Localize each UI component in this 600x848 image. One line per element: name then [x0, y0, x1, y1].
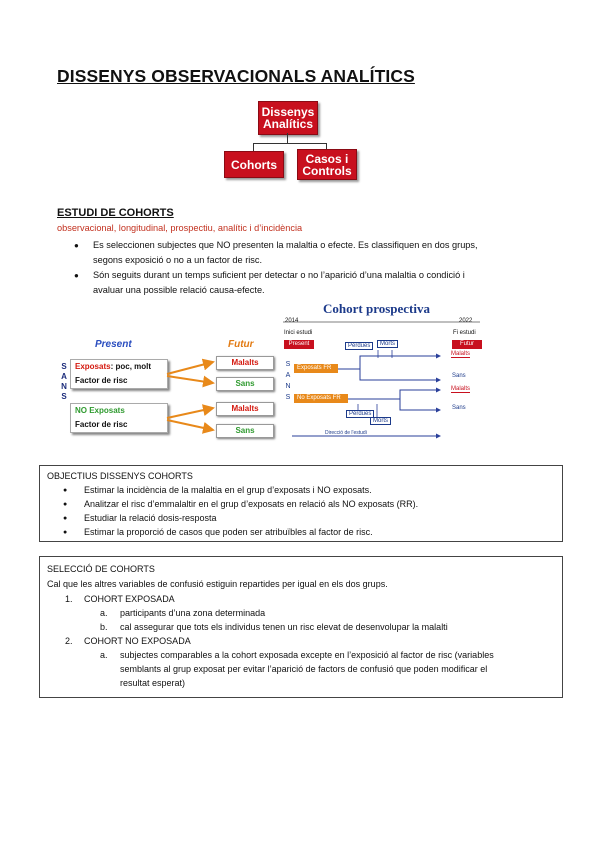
exposats-label: Exposats	[75, 362, 111, 371]
group-2a-mark: a.	[100, 650, 108, 660]
sans-letter: A	[285, 372, 291, 379]
bullet-dot: ●	[63, 501, 68, 508]
present-label: Present	[95, 339, 132, 350]
estudi-subtitle: observacional, longitudinal, prospectiu, analític i d’incidència	[57, 223, 303, 233]
year-left: 2014	[285, 318, 299, 324]
sans-letter: N	[61, 382, 67, 391]
sans-letter: A	[61, 372, 67, 381]
futur-tag: Futur	[452, 340, 482, 349]
exposats-rest: : poc, molt	[110, 362, 152, 371]
estudi-bullet-cont: segons exposició o no a un factor de risc.	[93, 255, 263, 265]
estudi-bullet-cont: avaluar una possible relació causa-efecte.	[93, 285, 265, 295]
morts-2: Morts	[370, 417, 391, 425]
right-malalts-1: Malalts	[451, 351, 471, 357]
right-malalts-2: Malalts	[451, 386, 471, 392]
no-exposats-label: NO Exposats	[75, 406, 125, 415]
objectius-item: Analitzar el risc d’emmalaltir en el grup d’exposats en relació als NO exposats (RR).	[84, 499, 419, 509]
present-tag: Present	[284, 340, 314, 349]
outcome-malalts-1: Malalts	[216, 356, 274, 370]
fi-estudi: Fi estudi	[453, 330, 476, 336]
bullet-dot: ●	[63, 487, 68, 494]
group-1-number: 1.	[65, 594, 73, 604]
estudi-bullet: ● Es seleccionen subjectes que NO presenten la malaltia o efecte. Es classifiquen en dos grups,	[57, 238, 577, 253]
org-right-label: Casos i Controls	[302, 151, 352, 178]
right-sans-1: Sans	[452, 373, 466, 379]
estudi-heading: ESTUDI DE COHORTS	[57, 207, 174, 219]
objectius-heading: OBJECTIUS DISSENYS COHORTS	[47, 471, 193, 481]
perdues-1: Pèrdues	[345, 342, 373, 350]
page-title: DISSENYS OBSERVACIONALS ANALÍTICS	[57, 66, 415, 86]
perdues-2: Pèrdues	[346, 410, 374, 418]
group-2-number: 2.	[65, 636, 73, 646]
bullet-dot: ●	[63, 515, 68, 522]
group-1-title: COHORT EXPOSADA	[84, 594, 175, 604]
prospectiva-title: Cohort prospectiva	[323, 301, 431, 316]
sans-letter: S	[285, 394, 291, 401]
group-2a-line: resultat esperat)	[120, 678, 186, 688]
objectius-item: Estimar la incidència de la malaltia en el grup d’exposats i NO exposats.	[84, 485, 372, 495]
objectius-item: Estudiar la relació dosis-resposta	[84, 513, 217, 523]
sans-letter: S	[285, 361, 291, 368]
year-right: 2022	[459, 318, 473, 324]
group-1b-mark: b.	[100, 622, 108, 632]
estudi-bullet: ● Són seguits durant un temps suficient per detectar o no l’aparició d’una malaltia o condició i	[57, 268, 577, 283]
morts-1: Morts	[377, 340, 398, 348]
sans-letter: S	[61, 362, 67, 371]
group-1a-mark: a.	[100, 608, 108, 618]
sans-letter: N	[285, 383, 291, 390]
org-left-label: Cohorts	[231, 157, 277, 172]
group-1b-text: cal assegurar que tots els individus tenen un risc elevat de desenvolupar la malalti	[120, 622, 448, 632]
group-2-title: COHORT NO EXPOSADA	[84, 636, 191, 646]
right-sans-2: Sans	[452, 405, 466, 411]
org-root-label: Dissenys Analítics	[261, 105, 315, 131]
outcome-malalts-2: Malalts	[216, 402, 274, 416]
futur-label: Futur	[228, 339, 254, 350]
objectius-box	[39, 465, 563, 542]
factor-risc-2: Factor de risc	[75, 420, 128, 429]
exposats-fr: Exposats FR	[294, 364, 338, 373]
seleccio-heading: SELECCIÓ DE COHORTS	[47, 564, 155, 574]
seleccio-box	[39, 556, 563, 698]
sans-vertical-right	[284, 359, 292, 403]
outcome-sans-2: Sans	[216, 424, 274, 438]
inici-estudi: Inici estudi	[284, 330, 313, 336]
no-exposats-fr: No Exposats FR	[294, 394, 348, 403]
sans-letter: S	[61, 392, 67, 401]
group-2a-line: semblants al grup exposat per evitar l’aparició de factors de confusió que poden modificar el	[120, 664, 488, 674]
bullet-dot: ●	[63, 529, 68, 536]
factor-risc-1: Factor de risc	[75, 376, 128, 385]
group-1a-text: participants d’una zona determinada	[120, 608, 266, 618]
group-2a-line: subjectes comparables a la cohort exposada excepte en l’exposició al factor de risc (variables	[120, 650, 494, 660]
timeline-label: Direcció de l'estudi	[325, 430, 367, 436]
objectius-item: Estimar la proporció de casos que poden ser atribuïbles al factor de risc.	[84, 527, 373, 537]
seleccio-intro: Cal que les altres variables de confusió estiguin repartides per igual en els dos grups.	[47, 579, 388, 589]
outcome-sans-1: Sans	[216, 377, 274, 391]
